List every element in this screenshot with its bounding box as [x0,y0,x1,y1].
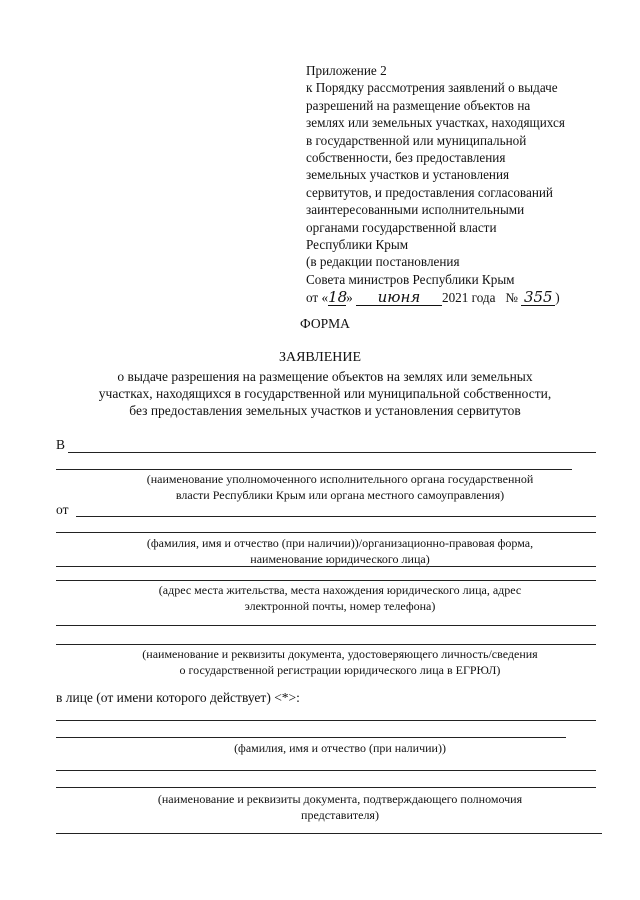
appendix-line: к Порядку рассмотрения заявлений о выдаче [306,80,558,96]
appendix-line: Совета министров Республики Крым [306,271,515,287]
appendix-line: землях или земельных участках, находящихся [306,115,565,131]
caption-line: (фамилия, имя и отчество (при наличии)) [234,741,446,755]
rep-name-caption [100,740,580,756]
to-label: В [56,437,66,452]
appendix-line: собственности, без предоставления [306,150,506,166]
address-caption [100,582,580,614]
appendix-date-line [306,289,606,306]
appendix-line: органами государственной власти [306,219,497,235]
date-mid: » [346,290,353,306]
to-input-line-2[interactable] [56,469,572,470]
rep-doc-input-line[interactable] [56,770,596,771]
to-input-line[interactable] [68,452,596,453]
rep-name-input-line[interactable] [56,720,596,721]
caption-line: наименование юридического лица) [250,552,430,566]
doc-number-label: № [505,290,518,306]
appendix-line: разрешений на размещение объектов на [306,97,531,113]
behalf-label: в лице (от имени которого действует) <*>: [56,690,300,705]
caption-line: власти Республики Крым или органа местного самоуправления) [175,488,505,502]
bottom-input-line[interactable] [56,833,602,834]
from-input-line-2[interactable] [56,532,596,533]
from-label: от [56,502,69,517]
subtitle-line: о выдаче разрешения на размещение объектов на землях или земельных [117,369,533,384]
caption-line: электронной почты, номер телефона) [244,599,436,613]
caption-line: (фамилия, имя и отчество (при наличии))/организационно-правовая форма, [146,536,534,550]
appendix-line: Приложение 2 [306,63,387,78]
date-suffix: ) [555,290,560,306]
address-input-line[interactable] [56,566,596,567]
document-input-line-2[interactable] [56,644,596,645]
subtitle-line: участках, находящихся в государственной или муниципальной собственности, [98,386,552,401]
appendix-line: земельных участков и установления [306,167,510,183]
appendix-line: в государственной или муниципальной [306,132,527,148]
from-caption [100,535,580,567]
appendix-block [306,62,606,307]
appendix-line: (в редакции постановления [306,254,460,270]
subtitle-line: без предоставления земельных участков и установления сервитутов [129,403,521,418]
date-year: 2021 года [441,290,496,306]
caption-line: представителя) [301,808,379,822]
rep-doc-caption [100,791,580,823]
page-title: ЗАЯВЛЕНИЕ [278,350,362,365]
doc-number: 355 [521,290,555,306]
appendix-line: заинтересованными исполнительными [306,202,525,218]
subtitle [40,368,610,419]
rep-name-input-line-2[interactable] [56,737,566,738]
caption-line: о государственной регистрации юридического лица в ЕГРЮЛ) [179,663,501,677]
document-input-line[interactable] [56,625,596,626]
from-input-line[interactable] [76,516,596,517]
rep-doc-input-line-2[interactable] [56,787,596,788]
date-prefix: от « [306,290,329,306]
appendix-line: Республики Крым [306,237,409,253]
date-month: июня [356,290,442,306]
appendix-line: сервитутов, и предоставления согласований [306,184,553,200]
caption-line: (адрес места жительства, места нахождения юридического лица, адрес [158,583,522,597]
caption-line: (наименование и реквизиты документа, удостоверяющего личность/сведения [142,647,538,661]
caption-line: (наименование уполномоченного исполнительного органа государственной [146,472,534,486]
address-input-line-2[interactable] [56,580,596,581]
document-caption [90,646,590,678]
to-caption [100,471,580,503]
form-label: ФОРМА [300,316,350,331]
caption-line: (наименование и реквизиты документа, подтверждающего полномочия [157,792,523,806]
date-day: 18 [328,288,348,307]
